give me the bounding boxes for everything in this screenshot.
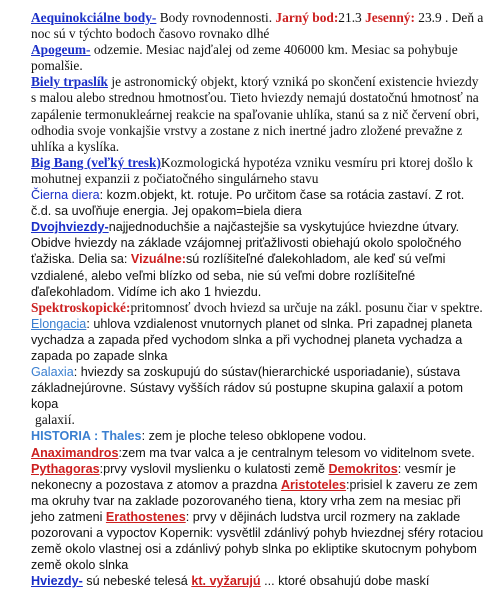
entry-galaxia-tail	[31, 412, 484, 428]
entry-apogeum	[31, 42, 484, 74]
term-anaximandros[interactable]: Anaximandros	[31, 445, 119, 460]
entry-spektroskopicke	[31, 300, 484, 316]
subterm-spektroskopicke: Spektroskopické:	[31, 299, 131, 315]
term-aequinokcialne[interactable]: Aequinokciálne body-	[31, 10, 157, 25]
term-biely-trpaslik[interactable]: Biely trpaslík	[31, 74, 109, 90]
definition-text: galaxií.	[35, 412, 75, 428]
entry-big-bang	[31, 155, 484, 187]
term-cierna-diera[interactable]: Čierna diera	[31, 188, 100, 203]
term-apogeum[interactable]: Apogeum-	[31, 42, 91, 58]
entry-aequinokcialne	[31, 10, 484, 42]
entry-cierna-diera	[31, 187, 484, 219]
term-aristoteles[interactable]: Aristoteles	[280, 477, 347, 492]
definition-text: :prisiel k zaveru ze zem ma okruhy tvar na zaklade pozorovaného tiena, ktory vrha zem na mesiac při jeho zatmeni	[31, 477, 478, 524]
definition-text: : vesmír je nekonecny a pozostava z atomov a prazdna	[31, 461, 456, 492]
entry-historia	[31, 428, 484, 444]
definition-text: sú rozlíšiteľné ďalekohladom, ale keď sú veľmi vzdialené, alebo veľmi blízko od seba, nie sú veľmi dobre rozlíšiteľné ďaľekohladom. Vidíme ich ako 1 hviezdu.	[31, 252, 446, 299]
entry-hviezdy	[31, 573, 484, 589]
term-demokritos[interactable]: Demokritos	[328, 461, 398, 476]
term-dvojhviezdy[interactable]: Dvojhviezdy-	[31, 220, 109, 235]
definition-text: Body rovnodennosti.	[156, 10, 276, 25]
subterm-jarny-bod: Jarný bod:	[275, 10, 339, 25]
term-pythagoras[interactable]: Pythagoras	[31, 461, 100, 476]
term-historia[interactable]: HISTORIA : Thales	[31, 429, 142, 444]
subterm-jesenny: Jesenný:	[365, 10, 415, 25]
definition-text: odzemie. Mesiac najďalej od zeme 406000 km. Mesiac sa pohybuje pomalšie.	[31, 42, 458, 74]
term-galaxia[interactable]: Galaxia	[31, 365, 74, 380]
definition-text: :zem ma tvar valca a je centralnym telesom vo viditelnom svete.	[118, 445, 475, 460]
definition-text: 23.9 . Deň a noc sú v týchto bodoch časovo rovnako dlhé	[31, 10, 484, 42]
entry-dvojhviezdy	[31, 219, 484, 299]
term-big-bang[interactable]: Big Bang (veľký tresk)	[31, 154, 161, 170]
term-hviezdy[interactable]: Hviezdy-	[31, 574, 83, 589]
definition-text: najjednoduchšie a najčastejšie sa vyskytujúce hviezdne útvary. Obidve hviezdy na základe vzájomnej priťažlivosti obiehajú okolo spoločného ťažiska. Delia sa:	[31, 220, 462, 267]
definition-text: 21.3	[338, 10, 366, 25]
definition-text: : hviezdy sa zoskupujú do sústav(hierarchické usporiadanie), sústava základnejúrovne. Sústavy vyšších rádov sú postupne skupina galaxií a potom kopa	[31, 365, 463, 412]
entry-biely-trpaslik	[31, 74, 484, 154]
entry-galaxia	[31, 364, 484, 412]
entry-elongacia	[31, 316, 484, 364]
definition-text: pritomnosť dvoch hviezd sa určuje na zákl. posunu čiar v spektre.	[130, 299, 483, 315]
definition-text: : prvy v dějinách ludstva urcil rozmery na zaklade pozorovani a vypoctov Kopernik: vysvětlil zdánlivý pohyb hviezdnej sféry rotaciou země okolo vlastnej osi a zdánlivý pohyb slnka po ekliptike skutocnym pohybom země okolo slnka	[31, 509, 484, 573]
definition-text: : uhlova vzdialenost vnutornych planet od slnka. Pri zapadnej planeta vychadza a zapada před vychodom slnka a při vychodnej planeta vychadza a zapada po zapade slnka	[31, 316, 473, 363]
definition-text: : zem je ploche teleso obklopene vodou.	[141, 429, 367, 444]
definition-text: sú nebeské telesá	[82, 574, 192, 589]
definition-text: :prvy vyslovil myslienku o kulatosti země	[99, 461, 329, 476]
term-elongacia[interactable]: Elongacia	[31, 316, 87, 331]
term-erathostenes[interactable]: Erathostenes	[105, 509, 186, 524]
definition-text: Kozmologická hypotéza vzniku vesmíru pri ktorej došlo k mohutnej expanzii z počiatočného singulárneho stavu	[31, 154, 473, 186]
definition-text: je astronomický objekt, ktorý vzniká po skončení existencie hviezdy s malou alebo strednou hmotnosťou. Tieto hviezdy nemajú dostatočnú hmotnosť na zapálenie termonukleárnej reakcie na spaľovanie uhlíka, stanú sa z nič červení obri, odhodia svoje vonkajšie vrstvy a zostane z nich inertné jadro zložené prevažne z uhlíka a kyslíka.	[31, 74, 480, 154]
term-vyzaruju[interactable]: kt. vyžarujú	[191, 574, 261, 589]
subterm-vizualne: Vizuálne:	[130, 252, 186, 267]
entry-anaximandros	[31, 445, 484, 574]
definition-text: ... ktoré obsahujú dobe maskí	[260, 574, 430, 589]
definition-text: : kozm.objekt, kt. rotuje. Po určitom čase sa rotácia zastaví. Z rot. č.d. sa uvoľňuje energia. Jej opakom=biela diera	[31, 188, 465, 219]
